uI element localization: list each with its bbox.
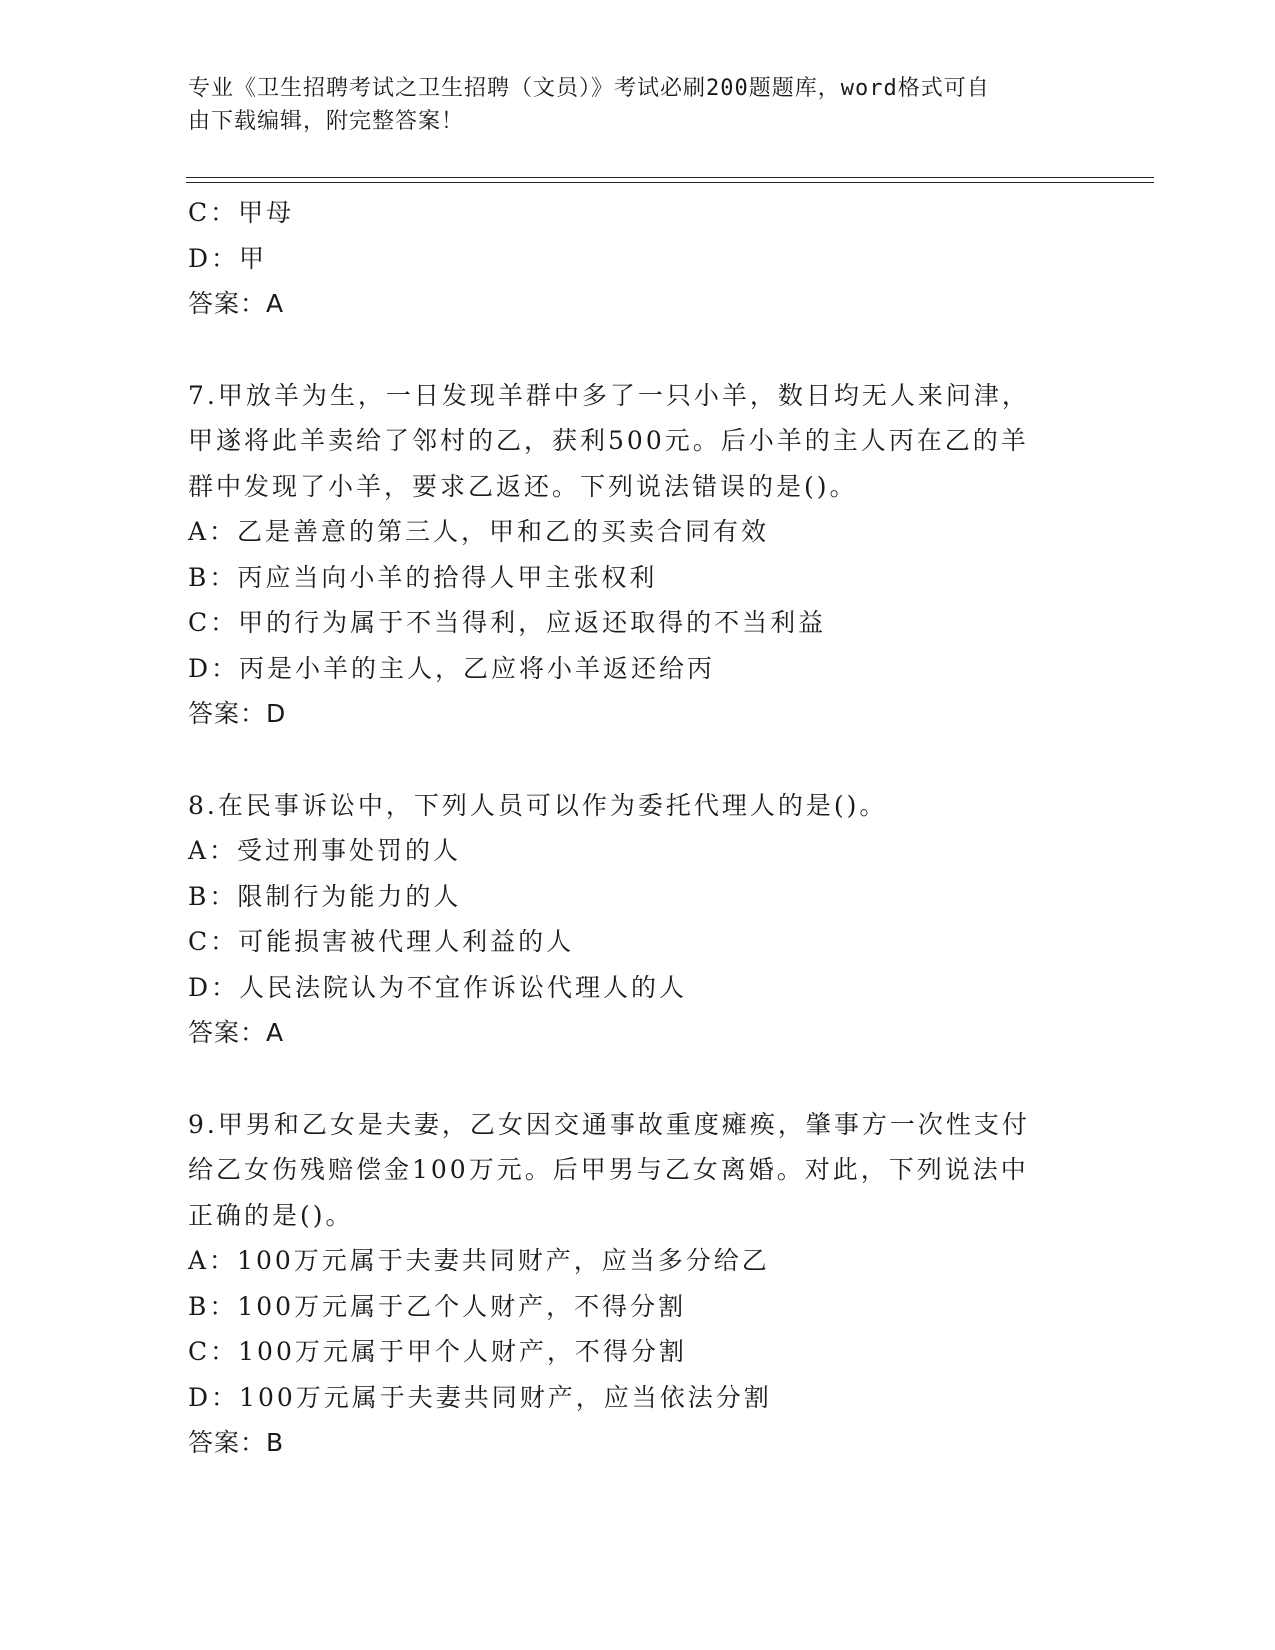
question-7 [188,373,1088,737]
question-stem-line: 正确的是()。 [188,1200,354,1230]
question-9 [188,1102,1088,1466]
document-header [188,72,1068,138]
spacer [188,737,1088,783]
spacer [188,1056,1088,1102]
option-b: B：100万元属于乙个人财产，不得分割 [188,1291,687,1321]
option-c: C：可能损害被代理人利益的人 [188,927,575,956]
question-stem-line: 7.甲放羊为生，一日发现羊群中多了一只小羊，数日均无人来问津， [188,380,1030,410]
question-stem-line: 9.甲男和乙女是夫妻，乙女因交通事故重度瘫痪，肇事方一次性支付 [188,1109,1030,1139]
header-line-1: 专业《卫生招聘考试之卫生招聘（文员）》考试必刷200题题库，word格式可自 [188,76,990,101]
option-b: B：丙应当向小羊的拾得人甲主张权利 [188,562,658,592]
option-c: C：甲的行为属于不当得利，应返还取得的不当利益 [188,608,827,637]
option-d: D：甲 [188,243,268,273]
question-stem-line: 群中发现了小羊，要求乙返还。下列说法错误的是()。 [188,471,858,501]
question-8 [188,783,1088,1056]
option-a: A：100万元属于夫妻共同财产，应当多分给乙 [188,1246,770,1275]
option-a: A：受过刑事处罚的人 [188,836,462,865]
question-stem-line: 给乙女伤残赔偿金100万元。后甲男与乙女离婚。对此，下列说法中 [188,1155,1029,1184]
header-line-2: 由下载编辑，附完整答案！ [188,109,465,134]
option-c: C：100万元属于甲个人财产，不得分割 [188,1337,687,1366]
header-divider-top [186,177,1154,178]
document-body [188,190,1088,1466]
answer-line: 答案：B [188,1428,285,1457]
answer-line: 答案：A [188,1018,285,1047]
question-stem-line: 甲遂将此羊卖给了邻村的乙，获利500元。后小羊的主人丙在乙的羊 [188,426,1029,455]
option-d: D：丙是小羊的主人，乙应将小羊返还给丙 [188,653,716,683]
option-d: D：人民法院认为不宜作诉讼代理人的人 [188,972,688,1002]
option-c: C：甲母 [188,198,295,227]
question-stem-line: 8.在民事诉讼中，下列人员可以作为委托代理人的是()。 [188,790,888,820]
spacer [188,327,1088,373]
answer-line: 答案：A [188,289,285,318]
option-d: D：100万元属于夫妻共同财产，应当依法分割 [188,1382,772,1412]
header-divider-bottom [186,182,1154,183]
question-6-tail [188,190,1088,327]
answer-line: 答案：D [188,699,287,728]
option-b: B：限制行为能力的人 [188,881,462,911]
option-a: A：乙是善意的第三人，甲和乙的买卖合同有效 [188,517,770,546]
